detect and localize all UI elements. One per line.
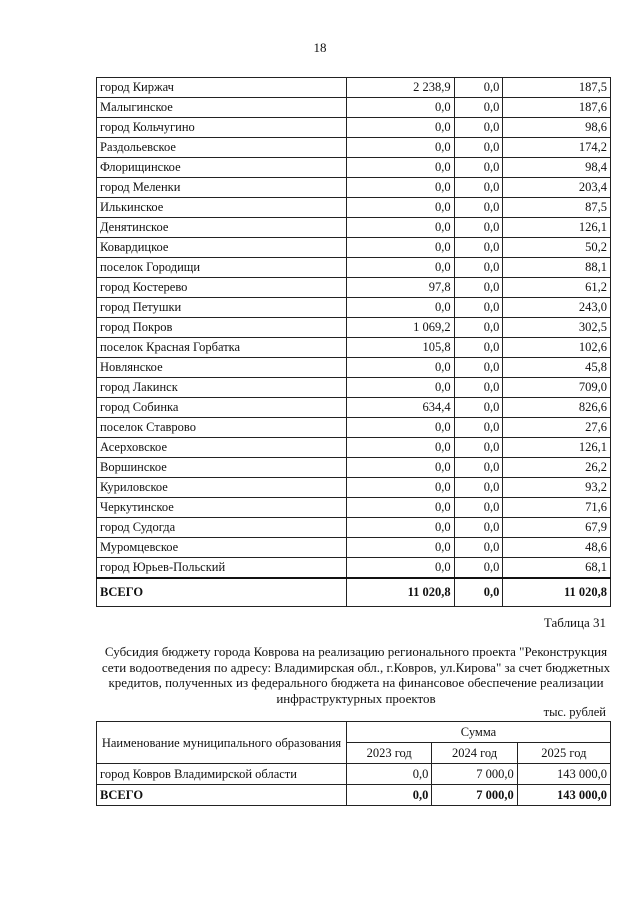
value-col-2: 0,0 bbox=[454, 158, 503, 178]
value-col-2: 0,0 bbox=[454, 498, 503, 518]
table-row bbox=[97, 218, 611, 238]
table-row bbox=[97, 78, 611, 98]
value-col-1: 0,0 bbox=[347, 198, 455, 218]
table-row bbox=[97, 458, 611, 478]
table-row bbox=[97, 764, 611, 785]
value-col-2: 0,0 bbox=[454, 458, 503, 478]
value-col-3: 102,6 bbox=[503, 338, 611, 358]
value-col-1: 0,0 bbox=[347, 178, 455, 198]
value-col-1: 634,4 bbox=[347, 398, 455, 418]
municipality-name: Черкутинское bbox=[97, 498, 347, 518]
table-row bbox=[97, 518, 611, 538]
header-municipality: Наименование муниципального образования bbox=[97, 722, 347, 764]
value-col-3: 50,2 bbox=[503, 238, 611, 258]
value-col-2: 0,0 bbox=[454, 98, 503, 118]
value-col-1: 0,0 bbox=[347, 218, 455, 238]
value-col-2: 0,0 bbox=[454, 278, 503, 298]
value-col-3: 26,2 bbox=[503, 458, 611, 478]
value-col-1: 0,0 bbox=[347, 438, 455, 458]
value-col-2: 0,0 bbox=[454, 118, 503, 138]
municipality-name: Денятинское bbox=[97, 218, 347, 238]
value-col-1: 0,0 bbox=[347, 518, 455, 538]
value-col-2: 0,0 bbox=[454, 398, 503, 418]
total-2023: 0,0 bbox=[347, 785, 432, 806]
value-col-1: 11 020,8 bbox=[347, 578, 455, 607]
table-row bbox=[97, 398, 611, 418]
value-col-2: 0,0 bbox=[454, 298, 503, 318]
table-row bbox=[97, 318, 611, 338]
municipality-name: город Покров bbox=[97, 318, 347, 338]
value-col-1: 1 069,2 bbox=[347, 318, 455, 338]
municipality-name: город Собинка bbox=[97, 398, 347, 418]
municipality-name: Малыгинское bbox=[97, 98, 347, 118]
municipality-name: город Юрьев-Польский bbox=[97, 558, 347, 579]
value-2025: 143 000,0 bbox=[517, 764, 610, 785]
value-col-3: 61,2 bbox=[503, 278, 611, 298]
municipality-name: Илькинское bbox=[97, 198, 347, 218]
value-col-2: 0,0 bbox=[454, 538, 503, 558]
value-col-1: 0,0 bbox=[347, 138, 455, 158]
table-row bbox=[97, 378, 611, 398]
table-row bbox=[97, 98, 611, 118]
value-col-3: 93,2 bbox=[503, 478, 611, 498]
value-col-3: 187,6 bbox=[503, 98, 611, 118]
municipality-name: Новлянское bbox=[97, 358, 347, 378]
value-col-3: 98,6 bbox=[503, 118, 611, 138]
value-col-3: 27,6 bbox=[503, 418, 611, 438]
municipality-name: город Петушки bbox=[97, 298, 347, 318]
table-row bbox=[97, 138, 611, 158]
table-row bbox=[97, 438, 611, 458]
value-col-2: 0,0 bbox=[454, 558, 503, 579]
value-col-1: 0,0 bbox=[347, 498, 455, 518]
table-row bbox=[97, 298, 611, 318]
value-col-2: 0,0 bbox=[454, 178, 503, 198]
municipality-name: город Кольчугино bbox=[97, 118, 347, 138]
page-number: 18 bbox=[313, 40, 327, 55]
value-col-1: 0,0 bbox=[347, 158, 455, 178]
municipality-name: поселок Ставрово bbox=[97, 418, 347, 438]
header-year: 2024 год bbox=[432, 743, 517, 764]
value-col-3: 187,5 bbox=[503, 78, 611, 98]
table-row bbox=[97, 238, 611, 258]
value-col-1: 0,0 bbox=[347, 298, 455, 318]
table-row bbox=[97, 278, 611, 298]
value-col-2: 0,0 bbox=[454, 478, 503, 498]
value-col-2: 0,0 bbox=[454, 358, 503, 378]
table-row bbox=[97, 338, 611, 358]
value-col-3: 243,0 bbox=[503, 298, 611, 318]
table-header-row bbox=[97, 722, 611, 743]
municipality-name: город Ковров Владимирской области bbox=[97, 764, 347, 785]
value-col-2: 0,0 bbox=[454, 238, 503, 258]
table-row bbox=[97, 118, 611, 138]
value-col-3: 71,6 bbox=[503, 498, 611, 518]
municipality-name: Асерховское bbox=[97, 438, 347, 458]
value-col-2: 0,0 bbox=[454, 418, 503, 438]
municipality-name: поселок Городищи bbox=[97, 258, 347, 278]
value-col-3: 48,6 bbox=[503, 538, 611, 558]
table-row bbox=[97, 418, 611, 438]
total-label: ВСЕГО bbox=[97, 785, 347, 806]
municipality-name: город Меленки bbox=[97, 178, 347, 198]
value-col-1: 2 238,9 bbox=[347, 78, 455, 98]
value-col-3: 67,9 bbox=[503, 518, 611, 538]
header-year: 2025 год bbox=[517, 743, 610, 764]
value-col-3: 174,2 bbox=[503, 138, 611, 158]
municipality-name: Флорищинское bbox=[97, 158, 347, 178]
value-col-1: 0,0 bbox=[347, 418, 455, 438]
value-col-1: 0,0 bbox=[347, 258, 455, 278]
value-col-2: 0,0 bbox=[454, 138, 503, 158]
total-row bbox=[97, 785, 611, 806]
value-col-2: 0,0 bbox=[454, 258, 503, 278]
municipality-name: город Киржач bbox=[97, 78, 347, 98]
value-col-2: 0,0 bbox=[454, 338, 503, 358]
value-col-3: 98,4 bbox=[503, 158, 611, 178]
value-col-1: 0,0 bbox=[347, 538, 455, 558]
table-row bbox=[97, 558, 611, 579]
table-number-label: Таблица 31 bbox=[543, 615, 606, 630]
total-2025: 143 000,0 bbox=[517, 785, 610, 806]
table-row bbox=[97, 258, 611, 278]
value-col-1: 0,0 bbox=[347, 378, 455, 398]
value-2024: 7 000,0 bbox=[432, 764, 517, 785]
municipality-name: Муромцевское bbox=[97, 538, 347, 558]
municipality-name: Ковардицкое bbox=[97, 238, 347, 258]
header-year: 2023 год bbox=[347, 743, 432, 764]
value-col-1: 105,8 bbox=[347, 338, 455, 358]
value-col-3: 11 020,8 bbox=[503, 578, 611, 607]
value-col-2: 0,0 bbox=[454, 78, 503, 98]
total-row bbox=[97, 578, 611, 607]
value-col-1: 0,0 bbox=[347, 478, 455, 498]
municipality-name: поселок Красная Горбатка bbox=[97, 338, 347, 358]
value-col-3: 68,1 bbox=[503, 558, 611, 579]
value-col-3: 709,0 bbox=[503, 378, 611, 398]
subsidy-table-continued bbox=[96, 77, 611, 607]
table-row bbox=[97, 198, 611, 218]
value-col-2: 0,0 bbox=[454, 218, 503, 238]
value-col-1: 0,0 bbox=[347, 98, 455, 118]
value-col-3: 88,1 bbox=[503, 258, 611, 278]
value-col-2: 0,0 bbox=[454, 318, 503, 338]
value-col-2: 0,0 bbox=[454, 578, 503, 607]
header-sum: Сумма bbox=[347, 722, 611, 743]
value-col-1: 0,0 bbox=[347, 358, 455, 378]
value-col-2: 0,0 bbox=[454, 518, 503, 538]
table-row bbox=[97, 498, 611, 518]
value-col-3: 302,5 bbox=[503, 318, 611, 338]
value-col-1: 97,8 bbox=[347, 278, 455, 298]
municipality-name: город Судогда bbox=[97, 518, 347, 538]
total-label: ВСЕГО bbox=[97, 578, 347, 607]
table-row bbox=[97, 478, 611, 498]
value-col-2: 0,0 bbox=[454, 198, 503, 218]
total-2024: 7 000,0 bbox=[432, 785, 517, 806]
value-col-1: 0,0 bbox=[347, 238, 455, 258]
value-col-1: 0,0 bbox=[347, 558, 455, 579]
value-col-1: 0,0 bbox=[347, 458, 455, 478]
value-col-2: 0,0 bbox=[454, 438, 503, 458]
value-col-3: 203,4 bbox=[503, 178, 611, 198]
value-col-3: 45,8 bbox=[503, 358, 611, 378]
table-caption: Субсидия бюджету города Коврова на реализацию регионального проекта "Реконструкция сети водоотведения по адресу: Владимирская обл., г.Ковров, ул.Кирова" за счет бюджетных кредитов, полученных из федерального бюджета на финансовое обеспечение реализации инфраструктурных проектов bbox=[101, 644, 611, 706]
value-col-3: 126,1 bbox=[503, 218, 611, 238]
value-col-3: 826,6 bbox=[503, 398, 611, 418]
kovrov-subsidy-table bbox=[96, 721, 611, 806]
table-row bbox=[97, 358, 611, 378]
value-2023: 0,0 bbox=[347, 764, 432, 785]
value-col-1: 0,0 bbox=[347, 118, 455, 138]
municipality-name: город Лакинск bbox=[97, 378, 347, 398]
value-col-2: 0,0 bbox=[454, 378, 503, 398]
value-col-3: 126,1 bbox=[503, 438, 611, 458]
table-row bbox=[97, 538, 611, 558]
municipality-name: Воршинское bbox=[97, 458, 347, 478]
table-row bbox=[97, 178, 611, 198]
units-label: тыс. рублей bbox=[543, 705, 606, 719]
municipality-name: Раздольевское bbox=[97, 138, 347, 158]
municipality-name: город Костерево bbox=[97, 278, 347, 298]
municipality-name: Куриловское bbox=[97, 478, 347, 498]
value-col-3: 87,5 bbox=[503, 198, 611, 218]
table-row bbox=[97, 158, 611, 178]
